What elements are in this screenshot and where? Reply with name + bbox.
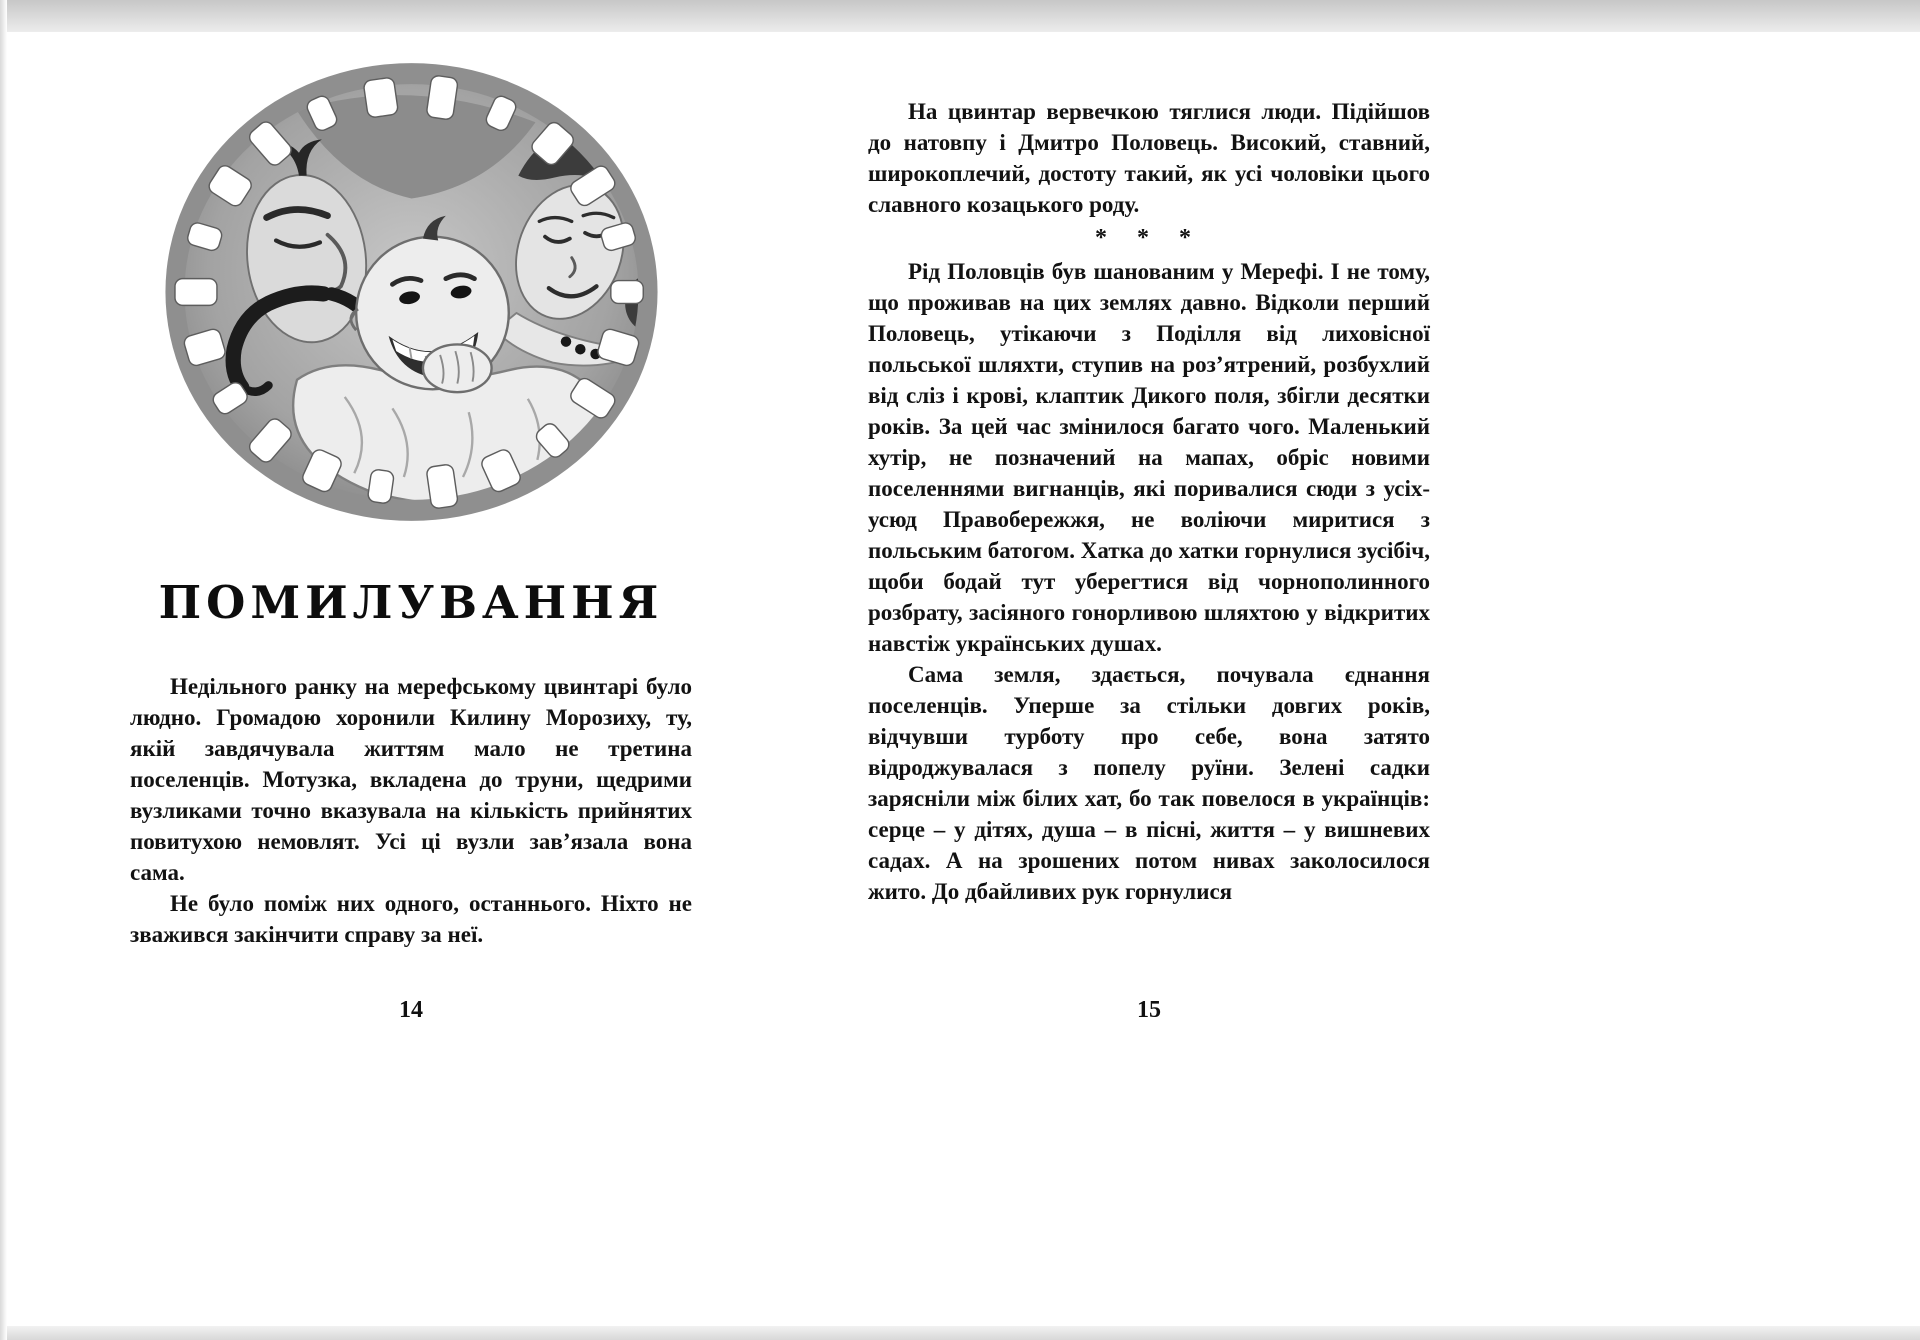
paragraph: На цвинтар вервечкою тяглися люди. Підійшов до натовпу і Дмитро Половець. Високий, ставний, широкоплечий, достоту такий, як усі чоловіки цього славного козацького роду. — [868, 99, 1430, 217]
scan-edge-top — [0, 0, 1920, 32]
page-number-right: 15 — [1137, 997, 1161, 1023]
paragraph: Рід Половців був шанованим у Мерефі. І не тому, що проживав на цих землях давно. Відколи перший Половець, утікаючи з Поділля від лиховісної польської шляхти, ступив на роз’ятрений, розбухлий від сліз і крові, клаптик Дикого поля, збігли десятки років. За цей час змінилося багато чого. Маленький хутір, не позначений на мапах, обріс новими поселеннями вигнанців, які поривалися сюди з усіх-усюд Правобережжя, не воліючи миритися з польським батогом. Хатка до хатки горнулися зусібіч, щоби бодай тут уберегтися від чорнополинного розбрату, засіяного гонорливою шляхтою у відкритих навстіж українських душах. — [868, 259, 1430, 656]
paragraph: Недільного ранку на мерефському цвинтарі було людно. Громадою хоронили Килину Морозиху, ту, якій завдячувала життям мало не третина поселенців. Мотузка, вкладена до труни, щедрими вузликами точно вказувала на кількість прийнятих повитухою немовлят. Усі ці вузли зав’язала вона сама. — [130, 674, 692, 885]
page-left — [130, 46, 692, 950]
chapter-title: ПОМИЛУВАННЯ — [158, 576, 664, 629]
paragraph: Не було поміж них одного, останнього. Ніхто не зважився закінчити справу за неї. — [130, 891, 692, 947]
scan-edge-bottom — [0, 1326, 1920, 1340]
paragraph: Сама земля, здається, почувала єднання поселенців. Уперше за стільки довгих років, відчувши турботу про себе, вона затято відроджувалася з попелу руїни. Зелені садки зарясніли між білих хат, бо так повелося в українців: серце – у дітях, душа – в пісні, життя – у вишневих садах. А на зрошених потом нивах заколосилося жито. До дбайливих рук горнулися — [868, 662, 1430, 904]
scan-edge-left — [0, 0, 7, 1340]
family-vignette-drawing — [154, 46, 669, 538]
page-right — [868, 96, 1430, 907]
chapter-illustration — [130, 46, 692, 538]
section-separator: * * * — [1095, 225, 1203, 251]
page-number-left: 14 — [399, 997, 423, 1023]
